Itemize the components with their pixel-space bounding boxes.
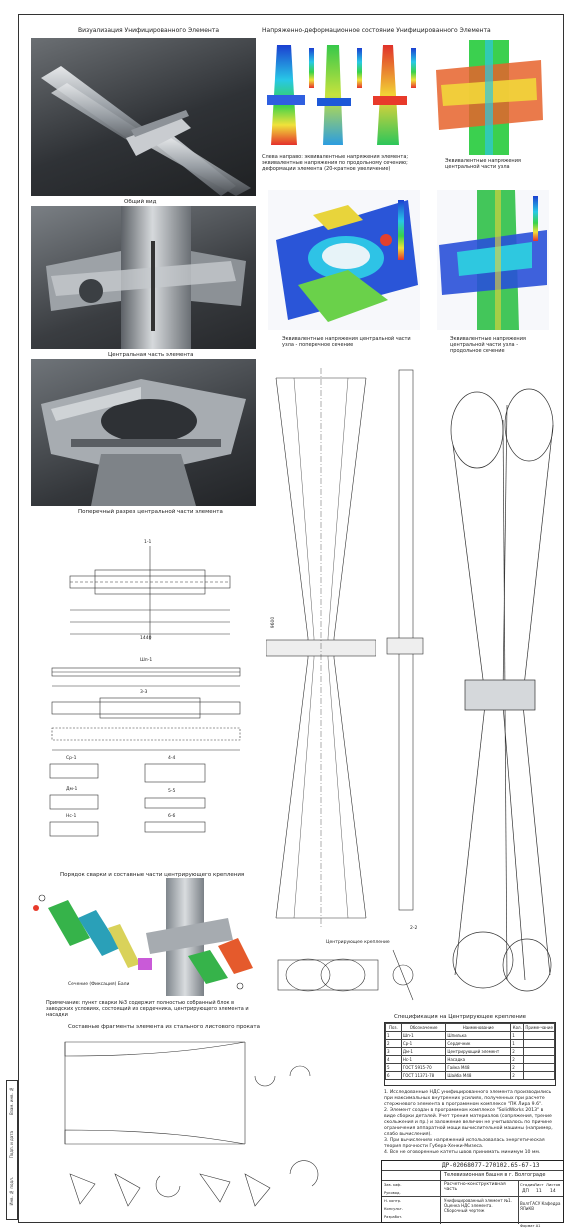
label-dm-1: Дм-1 [66,787,78,792]
cell [524,1040,555,1048]
title-block [381,1160,564,1223]
cell: 2 [511,1048,524,1056]
strip-label-sign: Подп. и дата [9,1131,14,1159]
render-central-part [31,206,256,349]
welding-heading: Порядок сварки и составные части центрирующего крепления [60,872,245,878]
spec-col-note: Приме-чание [525,1025,553,1030]
stamp-project: Телевизионная башня в г. Волгограде [444,1172,546,1178]
stamp-sheets-label: Листов [546,1182,561,1187]
centering-callout: Центрирующее крепление [326,940,390,945]
cell: Гайка М48 [446,1064,511,1072]
cell: 2 [511,1064,524,1072]
caption-fem-2: Эквивалентные напряжения центральной части узла [445,158,521,170]
strip-label-replace: Взам. инв. № [9,1087,14,1115]
element-perspective [445,385,555,1010]
stamp-stage: ДП [522,1189,529,1194]
stamp-sheets: 14 [550,1189,556,1194]
stamp-stage-label: Стадия [520,1182,535,1187]
stamp-sheet: 11 [536,1189,542,1194]
spec-col-pos: Поз. [386,1024,402,1032]
stamp-divider [382,1170,563,1171]
caption-fem-1: Слева направо: эквивалентные напряжения элемента; эквивалентные напряжения по продольному сечению; деформации элемента (20-кратное увеличение) [262,154,409,172]
viz-heading: Визуализация Унифицированного Элемента [78,27,219,34]
format-label: Формат А1 [520,1224,541,1228]
spec-col-name: Наименование [446,1024,511,1032]
stamp-org: ВолгГАСУ Кафедра ЯЛиКВ [520,1201,561,1211]
stamp-role-3: Н. контр. [384,1199,402,1203]
cell [524,1032,555,1040]
note-1: 1. Исследованные НДС унифицированного элемента производились при максимальных внутренних усилиях, полученных при расчете стержневого элемента в программном комплексе "ПК Лира 9.6". [384,1090,552,1107]
label-dim-1440: 1440 [140,636,152,641]
cell: Шпилька [446,1032,511,1040]
stamp-role-1: Зав. каф. [384,1183,402,1187]
cell: 6 [386,1072,402,1080]
label-3-3: 3-3 [140,690,148,695]
label-4-4: 4-4 [168,756,176,761]
cell: 1 [511,1040,524,1048]
cell: Ср-1 [401,1040,446,1048]
cell: 5 [386,1064,402,1072]
welding-note: Примечание: пункт сварки №3 содержит полностью собранный блок в заводских условиях, состоящий из сердечника, центрирующего элемента и насадки [46,1000,249,1018]
render-general-view [31,38,256,196]
cell: 2 [386,1040,402,1048]
cell [524,1064,555,1072]
element-elevation-main [266,358,376,928]
stamp-role-4: Консульт. [384,1207,403,1211]
label-5-5: 5-5 [168,789,176,794]
cell: Шп-1 [401,1032,446,1040]
stamp-right-divider [518,1180,519,1224]
fragments-drawing [60,1034,375,1222]
label-sr-1: Ср-1 [66,756,77,761]
cell: Насадка [446,1056,511,1064]
label-6-6: 6-6 [168,814,176,819]
cell: Нс-1 [401,1056,446,1064]
left-binding-strip [6,1080,18,1220]
caption-cross-section: Поперечный разрез центральной части элемента [78,509,223,515]
stamp-divider [382,1196,563,1197]
label-sh-1: Шп-1 [140,658,153,663]
cell: Шайба М48 [446,1072,511,1080]
cell: 1 [386,1032,402,1040]
spec-col-designation: Обозначение [401,1024,446,1032]
notes-block [384,1090,556,1156]
cell [524,1056,555,1064]
stamp-left-divider [440,1170,441,1224]
table-row [386,1056,555,1064]
fem-cross-section [268,190,420,330]
spec-col-qty: Кол. [511,1024,524,1032]
table-row [386,1032,555,1040]
stamp-sheet-label: Лист [534,1182,544,1187]
cell: Центрирующий элемент [446,1048,511,1056]
note-2: 2. Элемент создан в программном комплексе "SolidWorks 2013" в виде сборки деталей. Учет трения материалов (сопряжения, трение скольжения и пр.) и заложение величин не учитывалось по причине ограничения аппаратной мощи вычислительной машины (например, слабо вычисления). [384,1108,553,1137]
element-elevation-slim [385,360,425,920]
stamp-role-2: Руковод. [384,1191,401,1195]
note-3: 3. При вычислениях напряжений использовалась энергетическая теория прочности Губера-Хенки-Мизеса. [384,1138,545,1149]
caption-fem-3: Эквивалентные напряжения центральной части узла - поперечное сечение [282,336,411,348]
cell [524,1048,555,1056]
cell: 2 [511,1072,524,1080]
caption-central-part: Центральная часть элемента [108,352,194,358]
table-row [386,1048,555,1056]
centering-callout-2: Сечение (Фиксация) Бали [68,982,130,987]
stamp-code: ДР-02068077-270102.65-67-13 [442,1162,540,1169]
fem-strip-1 [265,40,425,152]
cell: 4 [386,1056,402,1064]
caption-fem-4: Эквивалентные напряжения центральной части узла - продольное сечение [450,336,526,354]
cell: Дм-1 [401,1048,446,1056]
table-row [386,1064,555,1072]
cell: ГОСТ 11371-78 [401,1072,446,1080]
detail-drawings [40,540,255,840]
spec-header-row [386,1024,555,1032]
caption-general-view: Общий вид [124,199,157,205]
strip-label-inv: Инв. № подл. [9,1177,14,1206]
stamp-role-5: Разработ. [384,1215,403,1219]
stamp-section: Расчетно-конструктивная часть [444,1182,506,1192]
table-row [386,1040,555,1048]
render-cross-section [31,359,256,506]
label-nc-1: Нс-1 [66,814,77,819]
cell [524,1072,555,1080]
stamp-divider [382,1180,563,1181]
dim-9600-label: 9600 [271,616,277,629]
label-section-1-1: 1-1 [144,540,152,545]
fragments-heading: Составные фрагменты элемента из стального листового проката [68,1024,260,1030]
note-4: 4. Все не оговоренные катеты швов принимать минимум 10 мм. [384,1150,541,1155]
fem-longitudinal [437,190,549,330]
cell: 1 [511,1032,524,1040]
cell: ГОСТ 5915-70 [401,1064,446,1072]
fem-node [431,40,547,155]
stamp-sheet-title: Унифицированный элемент №1. Оценка НДС элемента. Сборочный чертеж [444,1198,512,1213]
spec-title: Спецификация на Центрирующее крепление [394,1014,527,1020]
cell: Сердечник [446,1040,511,1048]
label-2-2: 2-2 [410,926,418,931]
cell: 3 [386,1048,402,1056]
stress-heading: Напряженно-деформационное состояние Унифицированного Элемента [262,27,491,34]
welding-exploded-view [28,878,258,996]
table-row [386,1072,555,1080]
spec-table [384,1022,556,1086]
cell: 2 [511,1056,524,1064]
